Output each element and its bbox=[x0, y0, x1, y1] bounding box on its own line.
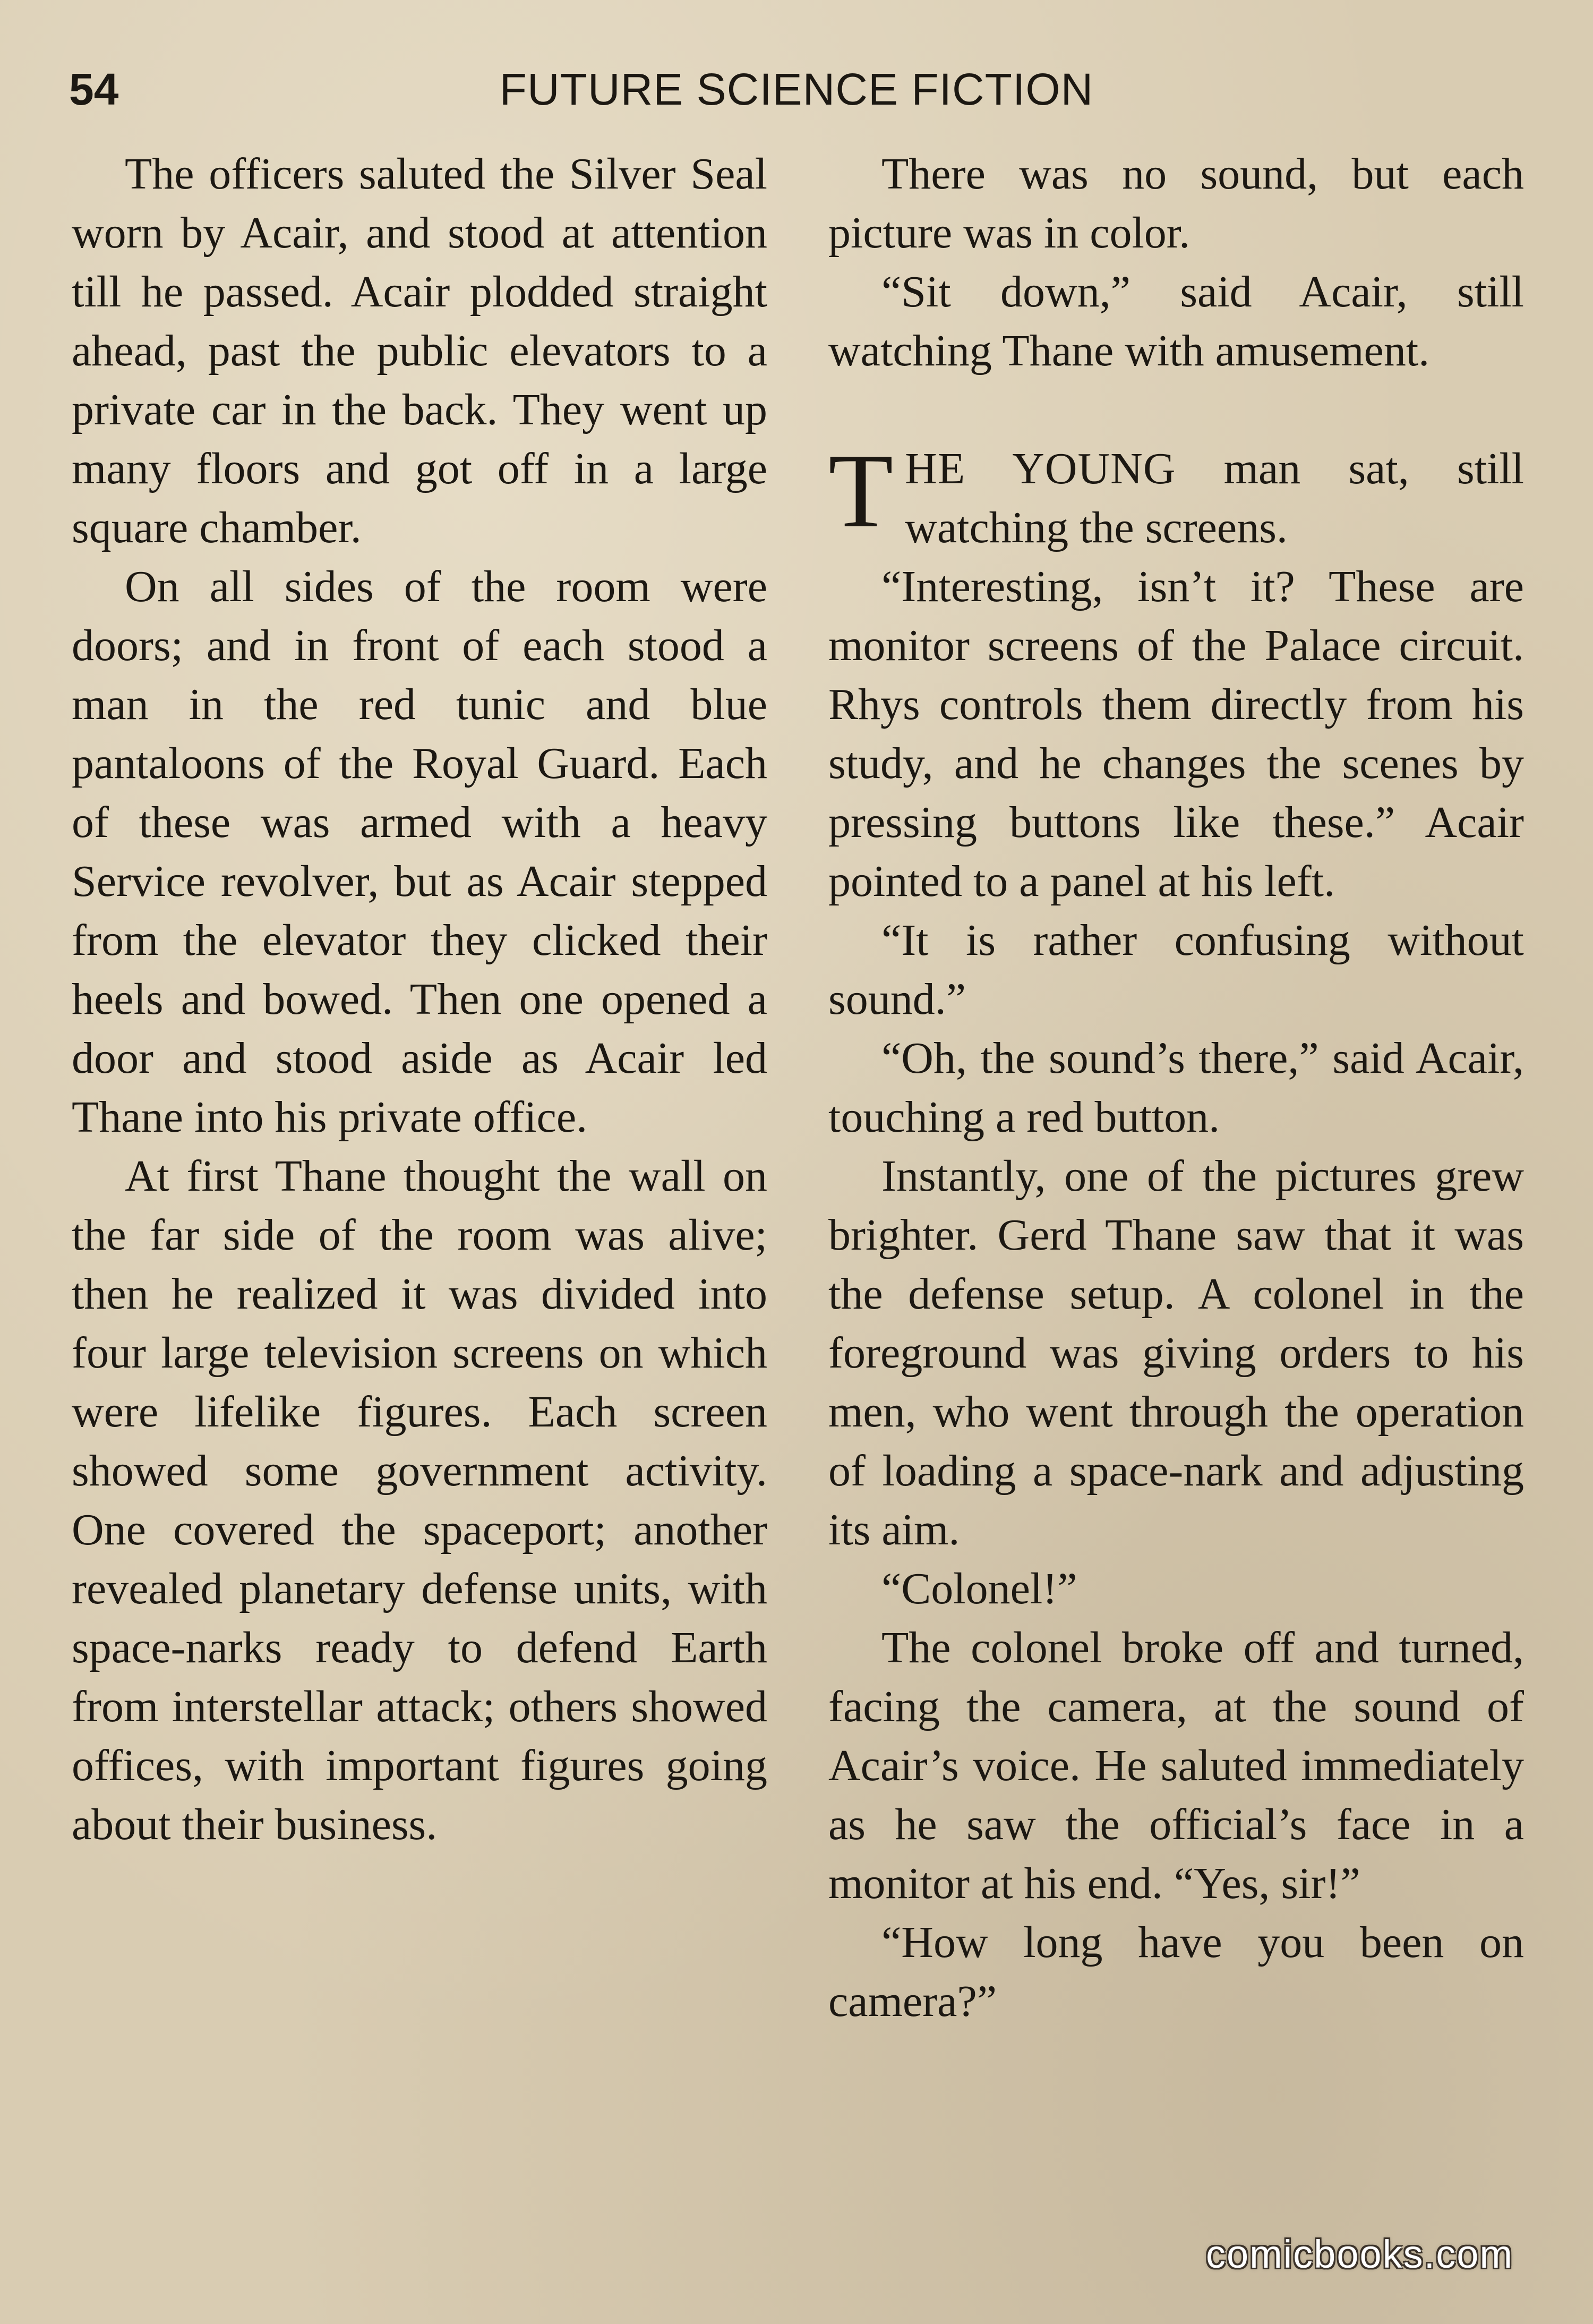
paragraph: “It is rather confusing without sound.” bbox=[828, 916, 1524, 1024]
paragraph: “Sit down,” said Acair, still watching Thane with amusement. bbox=[828, 267, 1524, 375]
paragraph: At first Thane thought the wall on the far side of the room was alive; then he realized it was divided into four large television screens on which were lifelike figures. Each screen showed some government activity. One covered the spaceport; another revealed planetary defense units, with space-narks ready to defend Earth from interstellar attack; others showed offices, with important figures going about their business. bbox=[72, 1151, 767, 1849]
small-caps-lead: HE YOUNG bbox=[905, 444, 1176, 493]
opening-text: man sat, still watching the screens. bbox=[905, 444, 1524, 552]
page-number: 54 bbox=[69, 64, 119, 114]
paragraph: “Oh, the sound’s there,” said Acair, touching a red button. bbox=[828, 1033, 1524, 1142]
drop-cap: T bbox=[828, 432, 894, 550]
paragraph: “Colonel!” bbox=[881, 1564, 1077, 1613]
paragraph: On all sides of the room were doors; and in front of each stood a man in the red tunic and blue pantaloons of the Royal Guard. Each of these was armed with a heavy Service revolver, but as Acair stepped from the elevator they clicked their heels and bowed. Then one opened a door and stood aside as Acair led Thane into his private office. bbox=[72, 562, 767, 1142]
paragraph: “How long have you been on camera?” bbox=[828, 1918, 1524, 2026]
watermark: comicbooks.com bbox=[1205, 2232, 1513, 2276]
page-header bbox=[69, 63, 1524, 116]
paragraph: The colonel broke off and turned, facing the camera, at the sound of Acair’s voice. He saluted immediately as he saw the official’s face in a monitor at his end. “Yes, sir!” bbox=[828, 1623, 1524, 1908]
running-title: FUTURE SCIENCE FICTION bbox=[499, 64, 1094, 114]
section-break bbox=[828, 380, 1524, 439]
paragraph: The officers saluted the Silver Seal worn by Acair, and stood at attention till he passed. Acair plodded straight ahead, past the public elevators to a private car in the back. They went up many floors and got off in a large square chamber. bbox=[72, 149, 767, 552]
section-opening-paragraph bbox=[828, 432, 1524, 557]
paragraph: “Interesting, isn’t it? These are monitor screens of the Palace circuit. Rhys controls them directly from his study, and he changes the scenes by pressing buttons like these.” Acair pointed to a panel at his left. bbox=[828, 562, 1524, 906]
paragraph: There was no sound, but each picture was in color. bbox=[828, 149, 1524, 258]
paragraph: Instantly, one of the pictures grew brighter. Gerd Thane saw that it was the defense setup. A colonel in the foreground was giving orders to his men, who went through the operation of loading a space-nark and adjusting its aim. bbox=[828, 1151, 1524, 1554]
right-column bbox=[828, 144, 1524, 2031]
left-column bbox=[72, 144, 767, 1854]
